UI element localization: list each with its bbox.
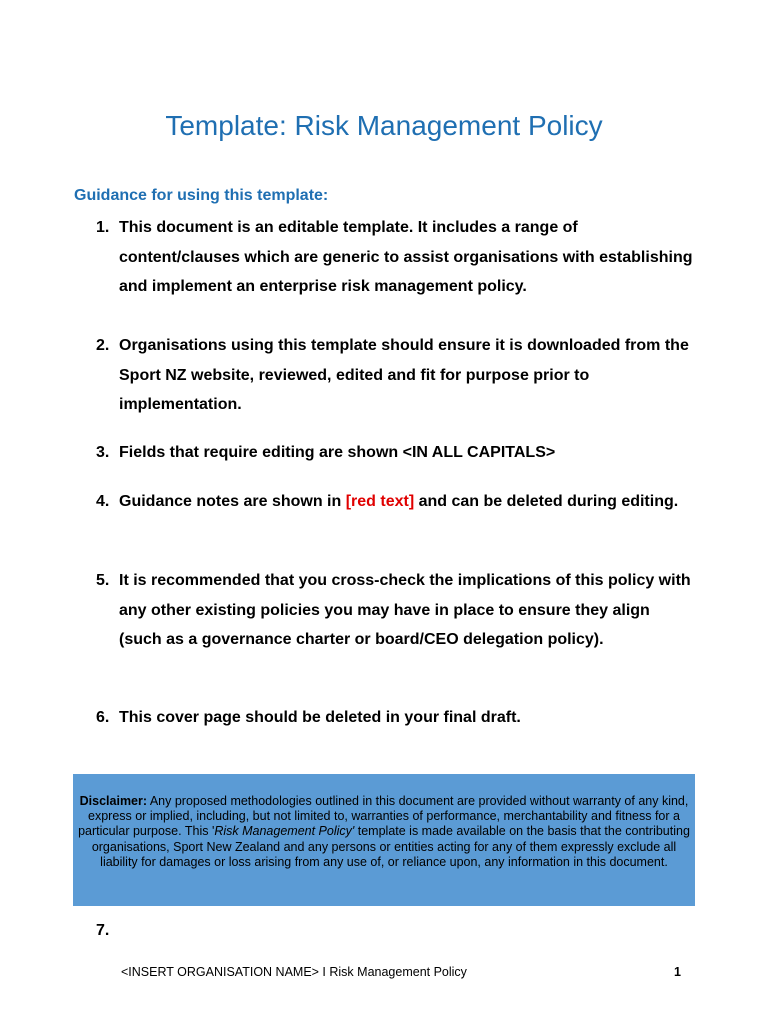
disclaimer-text-after: template is made available on the basis that the contributing organisations, Sport New Zealand and any persons or entities acting for any of them expressly exclude all liability for damages or loss arising from any use of, or reliance upon, any information in this document. (91, 824, 690, 869)
guidance-heading: Guidance for using this template: (74, 187, 329, 204)
footer-title: <INSERT ORGANISATION NAME> I Risk Management Policy (121, 965, 467, 979)
disclaimer-label: Disclaimer: (79, 794, 148, 808)
list-number: 2. (96, 337, 110, 354)
list-number: 5. (96, 572, 110, 589)
list-text: Organisations using this template should ensure it is downloaded from the Sport NZ website, reviewed, edited and fit for purpose prior to implementation. (119, 337, 689, 413)
list-text (119, 487, 696, 517)
list-text: Fields that require editing are shown <IN ALL CAPITALS> (119, 444, 556, 461)
list-number: 7. (96, 922, 110, 939)
page-title: Template: Risk Management Policy (165, 110, 603, 141)
disclaimer-italic-title: Risk Management Policy' (214, 824, 355, 839)
list-item-4 (96, 487, 696, 517)
list-item-2 (96, 331, 696, 420)
list-item-6 (96, 703, 696, 733)
list-text-after: and can be deleted during editing. (414, 493, 679, 510)
red-text-example: [red text] (345, 493, 415, 510)
footer-page-number: 1 (674, 965, 681, 979)
list-item-3 (96, 438, 696, 468)
list-number: 1. (96, 219, 110, 236)
list-item-5 (96, 566, 696, 655)
list-text: It is recommended that you cross-check the implications of this policy with any other existing policies you may have in place to ensure they align (such as a governance charter or board/CEO delegation policy). (119, 572, 691, 648)
list-number: 3. (96, 444, 110, 461)
disclaimer-box (73, 774, 695, 906)
list-text: This document is an editable template. It includes a range of content/clauses which are generic to assist organisations with establishing and implement an enterprise risk management policy. (119, 219, 693, 295)
list-item-7 (96, 922, 109, 940)
list-text-before: Guidance notes are shown in (119, 493, 346, 510)
disclaimer-text-before: Any proposed methodologies outlined in this document are provided without warranty of any kind, express or implied, including, but not limited to, warranties of performance, merchantability and fitness for a particular purpose. This ' (78, 794, 689, 839)
list-text: This cover page should be deleted in your final draft. (119, 709, 521, 726)
list-item-1 (96, 213, 696, 302)
list-number: 6. (96, 709, 110, 726)
list-number: 4. (96, 493, 110, 510)
